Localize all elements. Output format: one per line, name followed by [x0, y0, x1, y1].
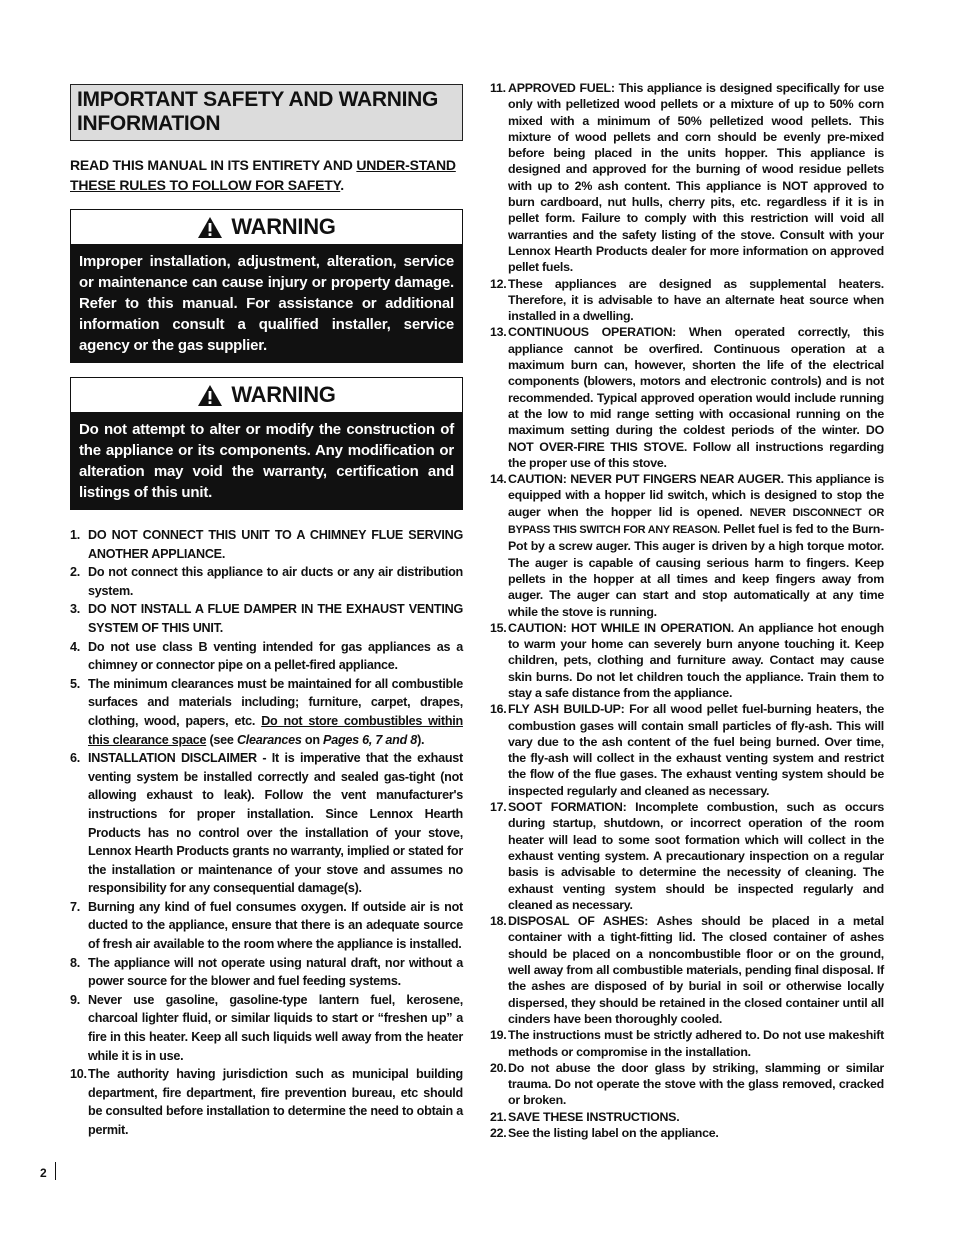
list-item: 6. INSTALLATION DISCLAIMER - It is imperative that the exhaust venting system be installed correctly and sealed gas-tight (not allowing exhaust to leak). Follow the vent manufacturer's instructions for proper installation. Since Lennox Hearth Products has no control over the installation of your stove, Lennox Hearth Products grants no warranty, implied or stated for the installation or maintenance of your stove and assumes no responsibility for any consequential damage(s).	[70, 751, 463, 896]
list-item: 8. The appliance will not operate using natural draft, nor without a power source for the blower and fuel feeding systems.	[70, 955, 463, 989]
list-item: 1. DO NOT CONNECT THIS UNIT TO A CHIMNEY FLUE SERVING ANOTHER APPLIANCE.	[70, 528, 463, 561]
warning-heading-1: WARNING	[71, 210, 462, 244]
warning-triangle-icon	[197, 384, 223, 407]
warning-heading-2: WARNING	[71, 378, 462, 412]
safety-list-right	[490, 80, 884, 1141]
list-item: 21. SAVE THESE INSTRUCTIONS.	[490, 1109, 680, 1124]
list-item: 16. FLY ASH BUILD-UP: For all wood pellet fuel-burning heaters, the combustion gases will contain small particles of fly-ash. This will vary due to the ash content of the fuel being burned. Over time, the fly-ash will collect in the exhaust venting system and restrict the flow of the flue gases. The exhaust venting system should be inspected regularly and cleaned as necessary.	[490, 702, 884, 798]
list-item: 7. Burning any kind of fuel consumes oxygen. If outside air is not ducted to the appliance, ensure that there is an adequate source of fresh air available to the room where the appliance is installed.	[70, 899, 463, 952]
list-item: 22. See the listing label on the appliance.	[490, 1126, 719, 1140]
warning-box-1	[70, 209, 463, 363]
list-item: 15. CAUTION: HOT WHILE IN OPERATION. An appliance hot enough to warm your home can severely burn anyone touching it. Keep children, pets, clothing and furniture away. Contact may cause skin burns. Do not let children touch the appliance. Train them to stay a safe distance from the appliance.	[490, 620, 884, 700]
list-item: 4. Do not use class B venting intended for gas appliances as a chimney or connector pipe on a pellet-fired appliance.	[70, 639, 463, 673]
left-column	[70, 84, 463, 1140]
section-title: IMPORTANT SAFETY AND WARNING INFORMATION	[70, 84, 463, 141]
list-item: 19. The instructions must be strictly adhered to. Do not use makeshift methods or compromise in the installation.	[490, 1028, 884, 1059]
list-item: 13. CONTINUOUS OPERATION: When operated correctly, this appliance cannot be overfired. Continuous operation at a maximum burn can, however, shorten the life of the electrical components (blowers, motors and electronic controls) and is not recommended. Typical approved operation would include running at the low to mid range setting with occasional running on the maximum setting during the coldest periods of the winter. DO NOT OVER-FIRE THIS STOVE. Follow all instructions regarding the proper use of this stove.	[490, 325, 884, 470]
warning-triangle-icon	[197, 216, 223, 239]
list-item: 20. Do not abuse the door glass by striking, slamming or similar trauma. Do not operate the stove with the glass removed, cracked or broken.	[490, 1060, 884, 1108]
list-item: 12. These appliances are designed as supplemental heaters. Therefore, it is advisable to have an alternate heat source when installed in a dwelling.	[490, 276, 884, 324]
margin-rule	[55, 1162, 56, 1180]
list-item: 17. SOOT FORMATION: Incomplete combustion, such as occurs during startup, shutdown, or incorrect operation of the room heater will lead to some soot formation which will collect in the exhaust venting system. A precautionary inspection on a regular basis is advisable to determine the necessity of cleaning. The exhaust venting system should be inspected regularly and cleaned as necessary.	[490, 800, 884, 912]
warning-text-2: Do not attempt to alter or modify the construction of the appliance or its components. Any modification or alteration may void the warranty, certification and listings of this unit.	[71, 412, 462, 509]
intro-instruction: READ THIS MANUAL IN ITS ENTIRETY AND UNDER-STAND THESE RULES TO FOLLOW FOR SAFETY.	[70, 157, 456, 193]
list-item: 5. The minimum clearances must be maintained for all combustible surfaces and materials including; furniture, carpet, drapes, clothing, wood, papers, etc. Do not store combustibles within this clearance space (see Clearances on Pages 6, 7 and 8).	[70, 676, 463, 747]
safety-list-left	[70, 526, 463, 1140]
page-number: 2	[40, 1166, 47, 1180]
right-column	[490, 80, 884, 1141]
list-item: 9. Never use gasoline, gasoline-type lantern fuel, kerosene, charcoal lighter fluid, or similar liquids to start or “freshen up” a fire in this heater. Keep all such liquids well away from the heater while it is in use.	[70, 992, 463, 1063]
list-item: 18. DISPOSAL OF ASHES: Ashes should be placed in a metal container with a tight-fitting lid. The closed container of ashes should be placed on a noncombustible floor or on the ground, well away from all combustible materials, pending final disposal. If the ashes are disposed of by burial in soil or otherwise locally dispersed, they should be retained in the closed container until all cinders have been thoroughly cooled.	[490, 914, 884, 1026]
list-item: 3. DO NOT INSTALL A FLUE DAMPER IN THE EXHAUST VENTING SYSTEM OF THIS UNIT.	[70, 602, 463, 635]
list-item: 11. APPROVED FUEL: This appliance is designed specifically for use only with pelletized wood pellets or a mixture of up to 50% corn mixed with a minimum of 50% pelletized wood pellets. This mixture of wood pellets and corn should be evenly pre-mixed before being placed in the units hopper. This appliance is designed and approved for the burning of wood residue pellets with up to 2% ash content. This appliance is NOT approved to burn cardboard, nut hulls, cherry pits, etc. regardless if it is in pellet form. Failure to comply with this restriction will void all warranties and the safety listing of the stove. Consult with your Lennox Hearth Products dealer for more information on approved pellet fuels.	[490, 81, 884, 275]
warning-box-2	[70, 377, 463, 510]
warning-text-1: Improper installation, adjustment, alteration, service or maintenance can cause injury or property damage. Refer to this manual. For assistance or additional information consult a qualified installer, service agency or the gas supplier.	[71, 244, 462, 362]
list-item: 2. Do not connect this appliance to air ducts or any air distribution system.	[70, 565, 463, 598]
list-item: 10. The authority having jurisdiction such as municipal building department, fire department, fire prevention bureau, etc should be consulted before installation to determine the need to obtain a permit.	[70, 1067, 463, 1137]
list-item: 14. CAUTION: NEVER PUT FINGERS NEAR AUGER. This appliance is equipped with a hopper lid switch, which is designed to stop the auger when the hopper lid is opened. NEVER DISCONNECT OR BYPASS THIS SWITCH FOR ANY REASON. Pellet fuel is fed to the Burn-Pot by a screw auger. This auger is driven by a high torque motor. The auger is capable of causing serious harm to fingers. Keep pellets in the hopper at all times and keep fingers away from auger. The auger can start and stop automatically at any time while the stove is running.	[490, 472, 884, 619]
